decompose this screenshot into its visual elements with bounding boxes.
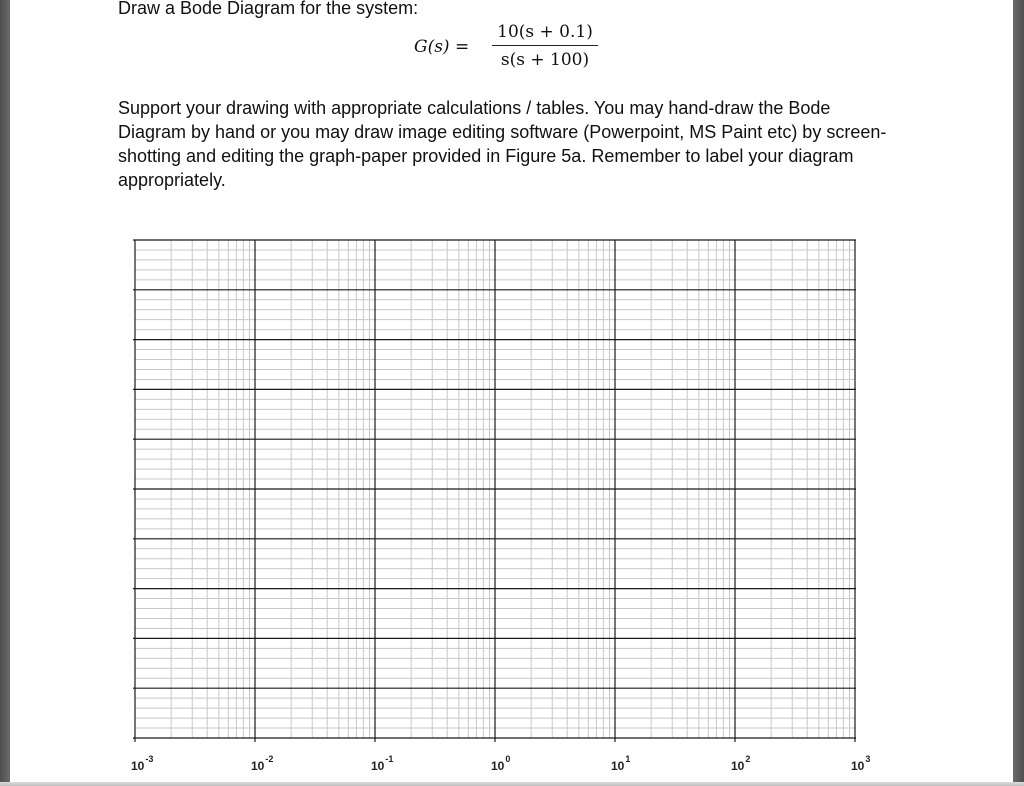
instructions-paragraph: Support your drawing with appropriate calculations / tables. You may hand-draw the Bode Diagram by hand or you may draw image editing software (Powerpoint, MS Paint etc) by screen-shotting and editing the graph-paper provided in Figure 5a. Remember to label your diagram appropriately. bbox=[118, 98, 887, 190]
x-tick-label-base: 10 bbox=[611, 759, 625, 773]
x-tick-label-exponent: -3 bbox=[145, 754, 154, 764]
x-tick-label bbox=[131, 754, 154, 773]
question-heading: Draw a Bode Diagram for the system: bbox=[118, 0, 419, 18]
x-tick-label-base: 10 bbox=[731, 759, 745, 773]
x-tick-label bbox=[731, 754, 751, 773]
x-tick-label-exponent: 1 bbox=[625, 754, 631, 764]
x-tick-label-exponent: -1 bbox=[385, 754, 394, 764]
equation-lhs: G(s) = bbox=[414, 37, 470, 57]
x-tick-label bbox=[611, 754, 631, 773]
x-tick-label-exponent: -2 bbox=[265, 754, 274, 764]
x-tick-label-base: 10 bbox=[131, 759, 145, 773]
x-tick-label-base: 10 bbox=[491, 759, 505, 773]
equation-numerator: 10(s + 0.1) bbox=[497, 22, 593, 42]
x-tick-label-exponent: 3 bbox=[865, 754, 871, 764]
x-tick-label bbox=[251, 754, 274, 773]
x-tick-label-exponent: 0 bbox=[505, 754, 511, 764]
x-tick-label-exponent: 2 bbox=[745, 754, 751, 764]
x-tick-label-base: 10 bbox=[251, 759, 265, 773]
x-tick-label bbox=[371, 754, 394, 773]
equation-denominator: s(s + 100) bbox=[500, 50, 590, 70]
x-tick-label bbox=[491, 754, 511, 773]
page-bottom-edge bbox=[0, 782, 1024, 786]
x-tick-label-base: 10 bbox=[851, 759, 865, 773]
x-tick-label-base: 10 bbox=[371, 759, 385, 773]
x-tick-label bbox=[851, 754, 871, 773]
